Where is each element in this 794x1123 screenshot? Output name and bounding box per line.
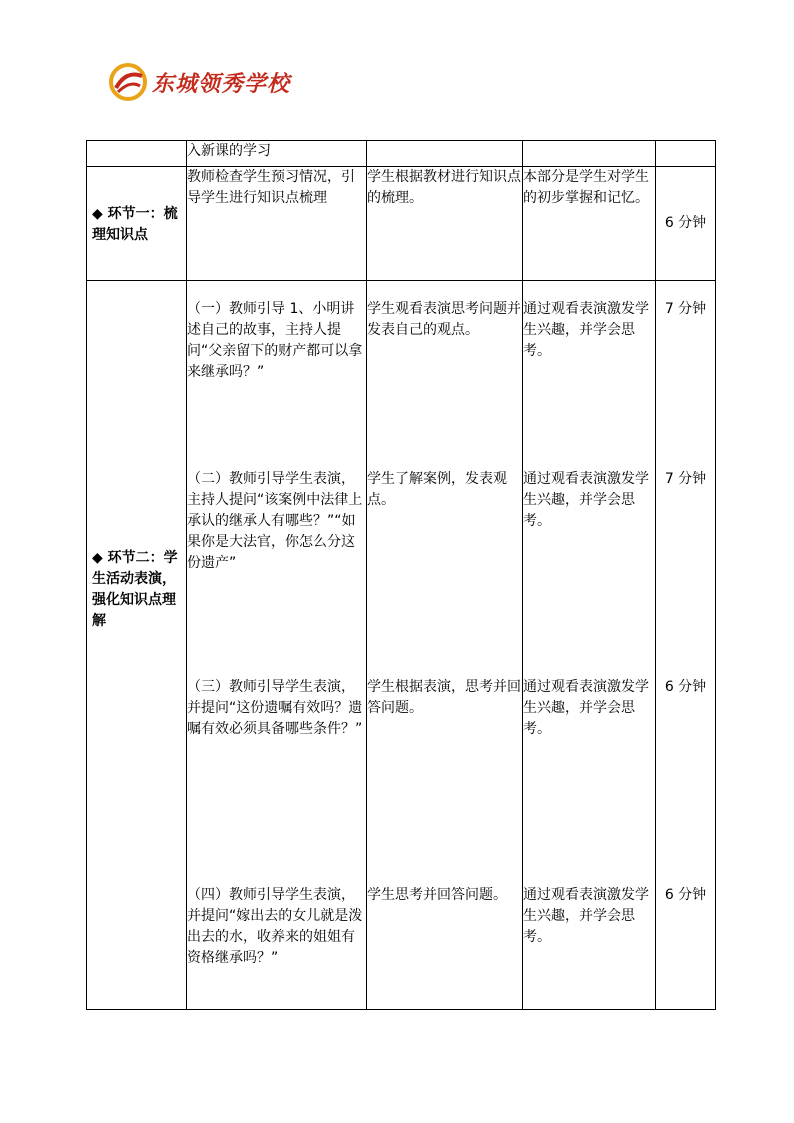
student-activity-item: 学生了解案例，发表观点。 [367,471,507,508]
section-title-cell [87,167,187,281]
duration-item: 6 分钟 [664,679,707,695]
teacher-activity-item: （一）教师引导 1、小明讲述自己的故事，主持人提问“父亲留下的财产都可以拿来继承吗？” [187,301,363,380]
section-title-cell [87,281,187,1010]
student-activity-item: 学生根据表演，思考并回答问题。 [367,679,521,716]
school-emblem-icon [108,62,148,102]
design-intent-cell: 本部分是学生对学生的初步掌握和记忆。 [523,167,656,281]
teacher-activity-item: （四）教师引导学生表演，并提问“嫁出去的女儿就是泼出去的水，收养来的姐姐有资格继承吗？” [187,887,363,966]
section-cell [87,141,187,167]
teacher-activity-item: （三）教师引导学生表演，并提问“这份遗嘱有效吗？遗嘱有效必须具备哪些条件？” [187,679,363,737]
student-activity-cell: 学生根据教材进行知识点的梳理。 [367,167,523,281]
school-logo [108,62,290,102]
teacher-activity-cell: 入新课的学习 [187,141,367,167]
lesson-plan-table [86,140,716,1010]
design-intent-cell [523,281,656,1010]
student-activity-item: 学生思考并回答问题。 [367,887,507,903]
student-activity-cell [367,281,523,1010]
duration-cell: 6 分钟 [656,167,716,281]
table-row [87,281,716,1010]
teacher-activity-cell: 教师检查学生预习情况，引导学生进行知识点梳理 [187,167,367,281]
teacher-activity-cell [187,281,367,1010]
duration-item: 7 分钟 [664,301,707,317]
duration-cell [656,281,716,1010]
table-row [87,141,716,167]
design-intent-item: 通过观看表演激发学生兴趣，并学会思考。 [523,301,649,359]
school-name: 东城领秀学校 [152,70,291,97]
duration-item: 6 分钟 [664,887,707,903]
student-activity-item: 学生观看表演思考问题并发表自己的观点。 [367,301,521,338]
design-intent-item: 通过观看表演激发学生兴趣，并学会思考。 [523,679,649,737]
table-row [87,167,716,281]
design-intent-item: 通过观看表演激发学生兴趣，并学会思考。 [523,471,649,529]
design-intent-item: 通过观看表演激发学生兴趣，并学会思考。 [523,887,649,945]
duration-item: 7 分钟 [664,471,707,487]
section-title: ◆ 环节二：学生活动表演，强化知识点理解 [92,550,178,629]
teacher-activity-item: （二）教师引导学生表演，主持人提问“该案例中法律上承认的继承人有哪些？”“如果你是大法官，你怎么分这份遗产” [187,471,363,571]
section-title: ◆ 环节一：梳理知识点 [92,205,178,243]
